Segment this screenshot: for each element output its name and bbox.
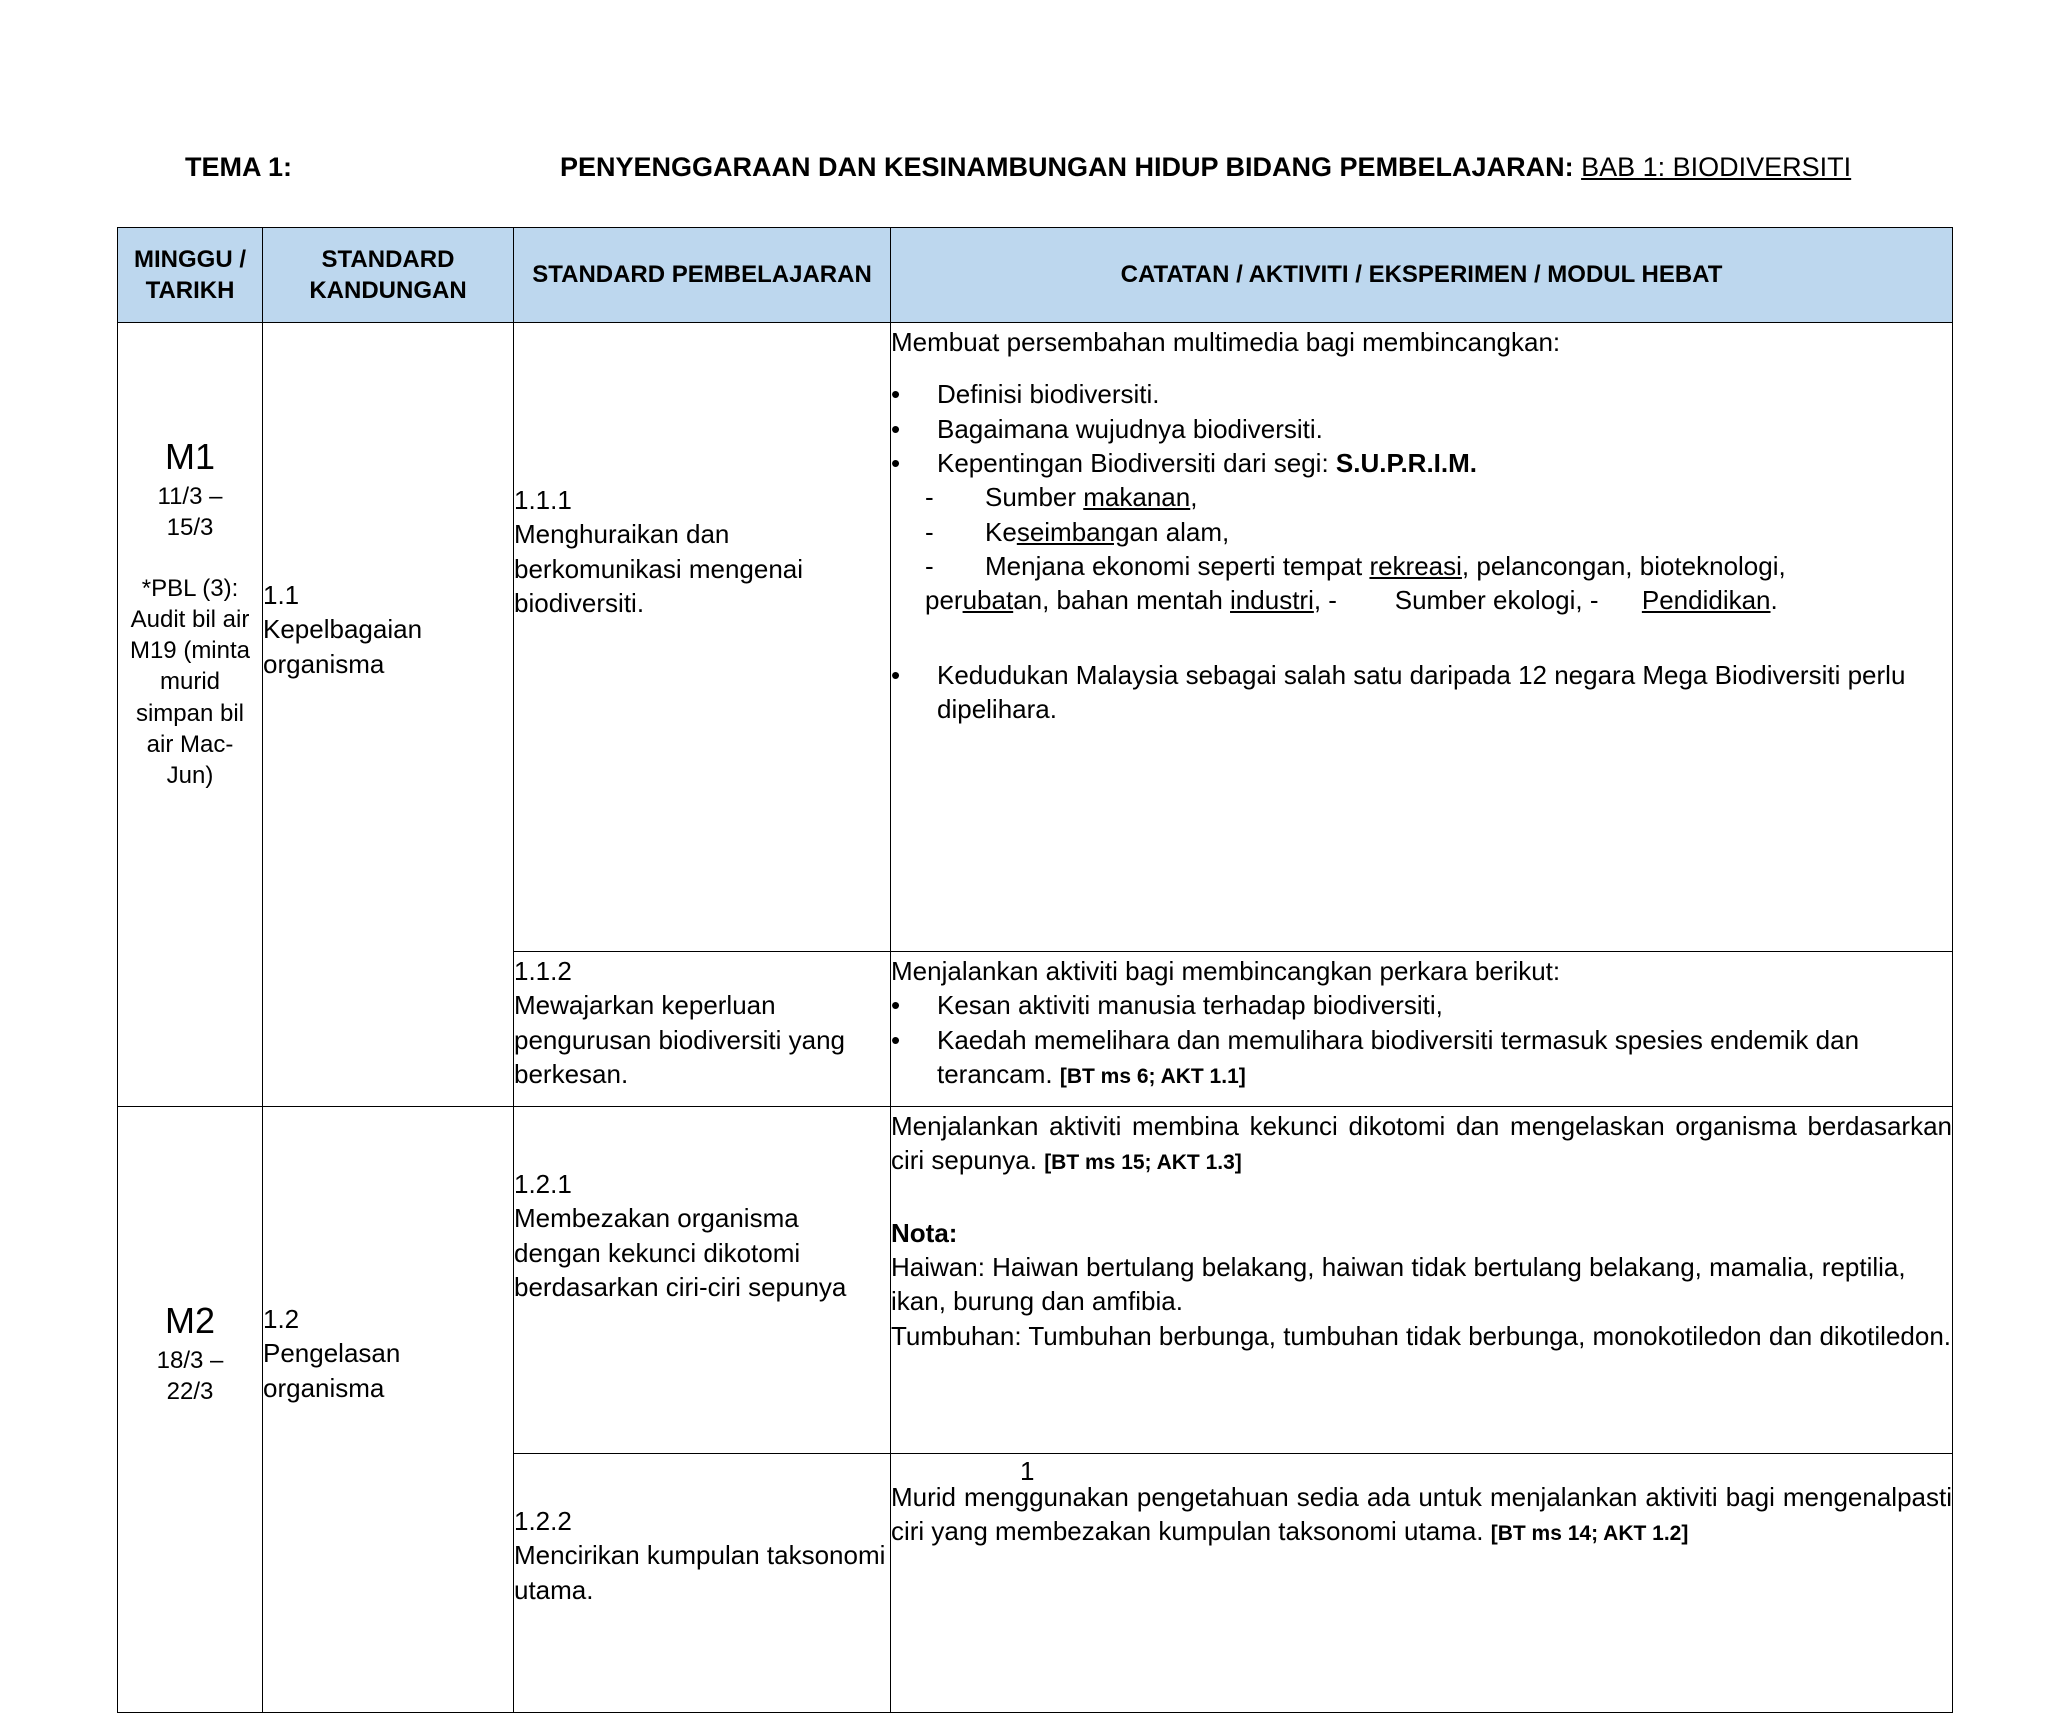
list-item	[891, 446, 1952, 480]
sub-item: - Menjana ekonomi seperti tempat rekreasi, pelancongan, bioteknologi,	[925, 550, 1786, 581]
sub-item-text: , pelancongan, bioteknologi,	[1461, 550, 1786, 581]
kandungan-cell-m2	[263, 1107, 514, 1713]
week-label: M2	[164, 1300, 215, 1341]
activity-body: Murid menggunakan pengetahuan sedia ada untuk menjalankan aktiviti bagi mengenalpasti ciri yang membezakan kumpulan taksonomi utama.	[891, 1482, 1952, 1547]
week-cell-m2	[118, 1107, 263, 1713]
reference-tag: [BT ms 14; AKT 1.2]	[1490, 1522, 1689, 1546]
kandungan-number: 1.1	[263, 580, 300, 610]
list-item: • Kedudukan Malaysia sebagai salah satu daripada 12 negara Mega Biodiversiti perlu dipelihara.	[891, 658, 1952, 727]
sub-item-text: Ke	[985, 516, 1017, 547]
activity-intro: Membuat persembahan multimedia bagi membincangkan:	[891, 327, 1561, 357]
sp-text: Mewajarkan keperluan pengurusan biodiversiti yang berkesan.	[514, 990, 845, 1089]
sub-item-text: an, bahan mentah	[1013, 585, 1231, 616]
activity-body: Menjalankan aktiviti membina kekunci dikotomi dan mengelaskan organisma berdasarkan ciri sepunya.	[891, 1111, 1952, 1176]
reference-tag: [BT ms 6; AKT 1.1]	[1059, 1064, 1246, 1088]
suprim-acronym: S.U.P.R.I.M.	[1335, 447, 1478, 478]
header-kandungan: STANDARD KANDUNGAN	[263, 228, 514, 323]
week-label: M1	[164, 436, 215, 477]
list-item: • Bagaimana wujudnya biodiversiti.	[891, 412, 1952, 446]
sub-item-keyword: industri	[1230, 585, 1314, 616]
sub-item-text: ,	[1190, 482, 1198, 513]
activity-cell-1-1-1	[891, 323, 1953, 952]
activity-list	[891, 988, 1952, 1091]
sub-item-keyword: ubat	[962, 585, 1014, 616]
activity-list	[891, 658, 1952, 727]
sp-cell-1-2-1	[514, 1107, 891, 1454]
sp-number: 1.2.1	[514, 1169, 572, 1199]
week-cell-m1	[118, 323, 263, 1107]
header-catatan: CATATAN / AKTIVITI / EKSPERIMEN / MODUL HEBAT	[891, 228, 1953, 323]
kandungan-text: Kepelbagaian organisma	[263, 614, 423, 679]
list-item	[891, 1023, 1952, 1092]
activity-text	[891, 1480, 1952, 1549]
header-minggu: MINGGU / TARIKH	[118, 228, 263, 323]
sp-cell-1-2-2	[514, 1454, 891, 1713]
sub-item-text: , - Sumber ekologi, -	[1313, 585, 1642, 616]
sub-item-text: Sumber	[985, 482, 1084, 513]
nota-haiwan: Haiwan: Haiwan bertulang belakang, haiwan tidak bertulang belakang, mamalia, reptilia, ikan, burung dan amfibia.	[891, 1251, 1906, 1317]
activity-list	[891, 377, 1952, 480]
activity-text	[891, 1109, 1952, 1178]
sub-item-keyword: makanan	[1083, 482, 1191, 513]
header-pembelajaran: STANDARD PEMBELAJARAN	[514, 228, 891, 323]
title-chapter: BAB 1: BIODIVERSITI	[1581, 152, 1852, 182]
page-number: 1	[1020, 1456, 1035, 1486]
week-date: 18/3 – 22/3	[156, 1346, 224, 1405]
sub-item: - Keseimbangan alam,	[925, 516, 1230, 547]
sub-item-text: .	[1770, 585, 1778, 616]
list-item: • Definisi biodiversiti.	[891, 377, 1952, 411]
activity-cell-1-1-2	[891, 952, 1953, 1107]
sp-number: 1.1.2	[514, 956, 572, 986]
activity-cell-1-2-1	[891, 1107, 1953, 1454]
sub-item-text: per	[925, 585, 963, 616]
sub-item-text: Menjana ekonomi seperti tempat	[985, 550, 1370, 581]
page-title	[560, 152, 1851, 183]
kandungan-cell-m1	[263, 323, 514, 1107]
sp-text: Membezakan organisma dengan kekunci dikotomi berdasarkan ciri-ciri sepunya	[514, 1203, 847, 1302]
kandungan-number: 1.2	[263, 1304, 300, 1334]
sub-item	[891, 583, 1952, 617]
sp-number: 1.1.1	[514, 485, 572, 515]
reference-tag: [BT ms 15; AKT 1.3]	[1044, 1151, 1242, 1175]
kandungan-text: Pengelasan organisma	[263, 1338, 401, 1403]
table-row	[118, 323, 1953, 952]
sub-item-text: an alam,	[1129, 516, 1230, 547]
list-item-text: Kepentingan Biodiversiti dari segi:	[937, 447, 1336, 478]
table-header-row	[118, 228, 1953, 323]
sp-number: 1.2.2	[514, 1506, 572, 1536]
lesson-plan-table	[117, 227, 1953, 1713]
sp-cell-1-1-1	[514, 323, 891, 952]
week-date: 11/3 – 15/3	[157, 482, 223, 541]
sp-text: Menghuraikan dan berkomunikasi mengenai biodiversiti.	[514, 519, 804, 618]
nota-label: Nota:	[891, 1217, 958, 1248]
sub-item-keyword: rekreasi	[1369, 550, 1462, 581]
title-main: PENYENGGARAAN DAN KESINAMBUNGAN HIDUP BIDANG PEMBELAJARAN:	[560, 152, 1574, 182]
list-item: • Kesan aktiviti manusia terhadap biodiversiti,	[891, 988, 1952, 1022]
pbl-note: *PBL (3): Audit bil air M19 (minta murid simpan bil air Mac-Jun)	[129, 574, 251, 790]
sp-text: Mencirikan kumpulan taksonomi utama.	[514, 1540, 886, 1605]
list-item-text: Kaedah memelihara dan memulihara biodiversiti termasuk spesies endemik dan terancam.	[937, 1024, 1860, 1089]
sub-item-keyword: seimbang	[1016, 516, 1130, 547]
table-row	[118, 1107, 1953, 1454]
activity-intro: Menjalankan aktiviti bagi membincangkan perkara berikut:	[891, 956, 1561, 986]
tema-label: TEMA 1:	[185, 152, 292, 182]
sub-item-keyword: Pendidikan	[1641, 585, 1771, 616]
activity-cell-1-2-2	[891, 1454, 1953, 1713]
sub-item: - Sumber makanan,	[925, 482, 1198, 513]
sp-cell-1-1-2	[514, 952, 891, 1107]
nota-tumbuhan: Tumbuhan: Tumbuhan berbunga, tumbuhan tidak berbunga, monokotiledon dan dikotiledon.	[891, 1320, 1952, 1351]
